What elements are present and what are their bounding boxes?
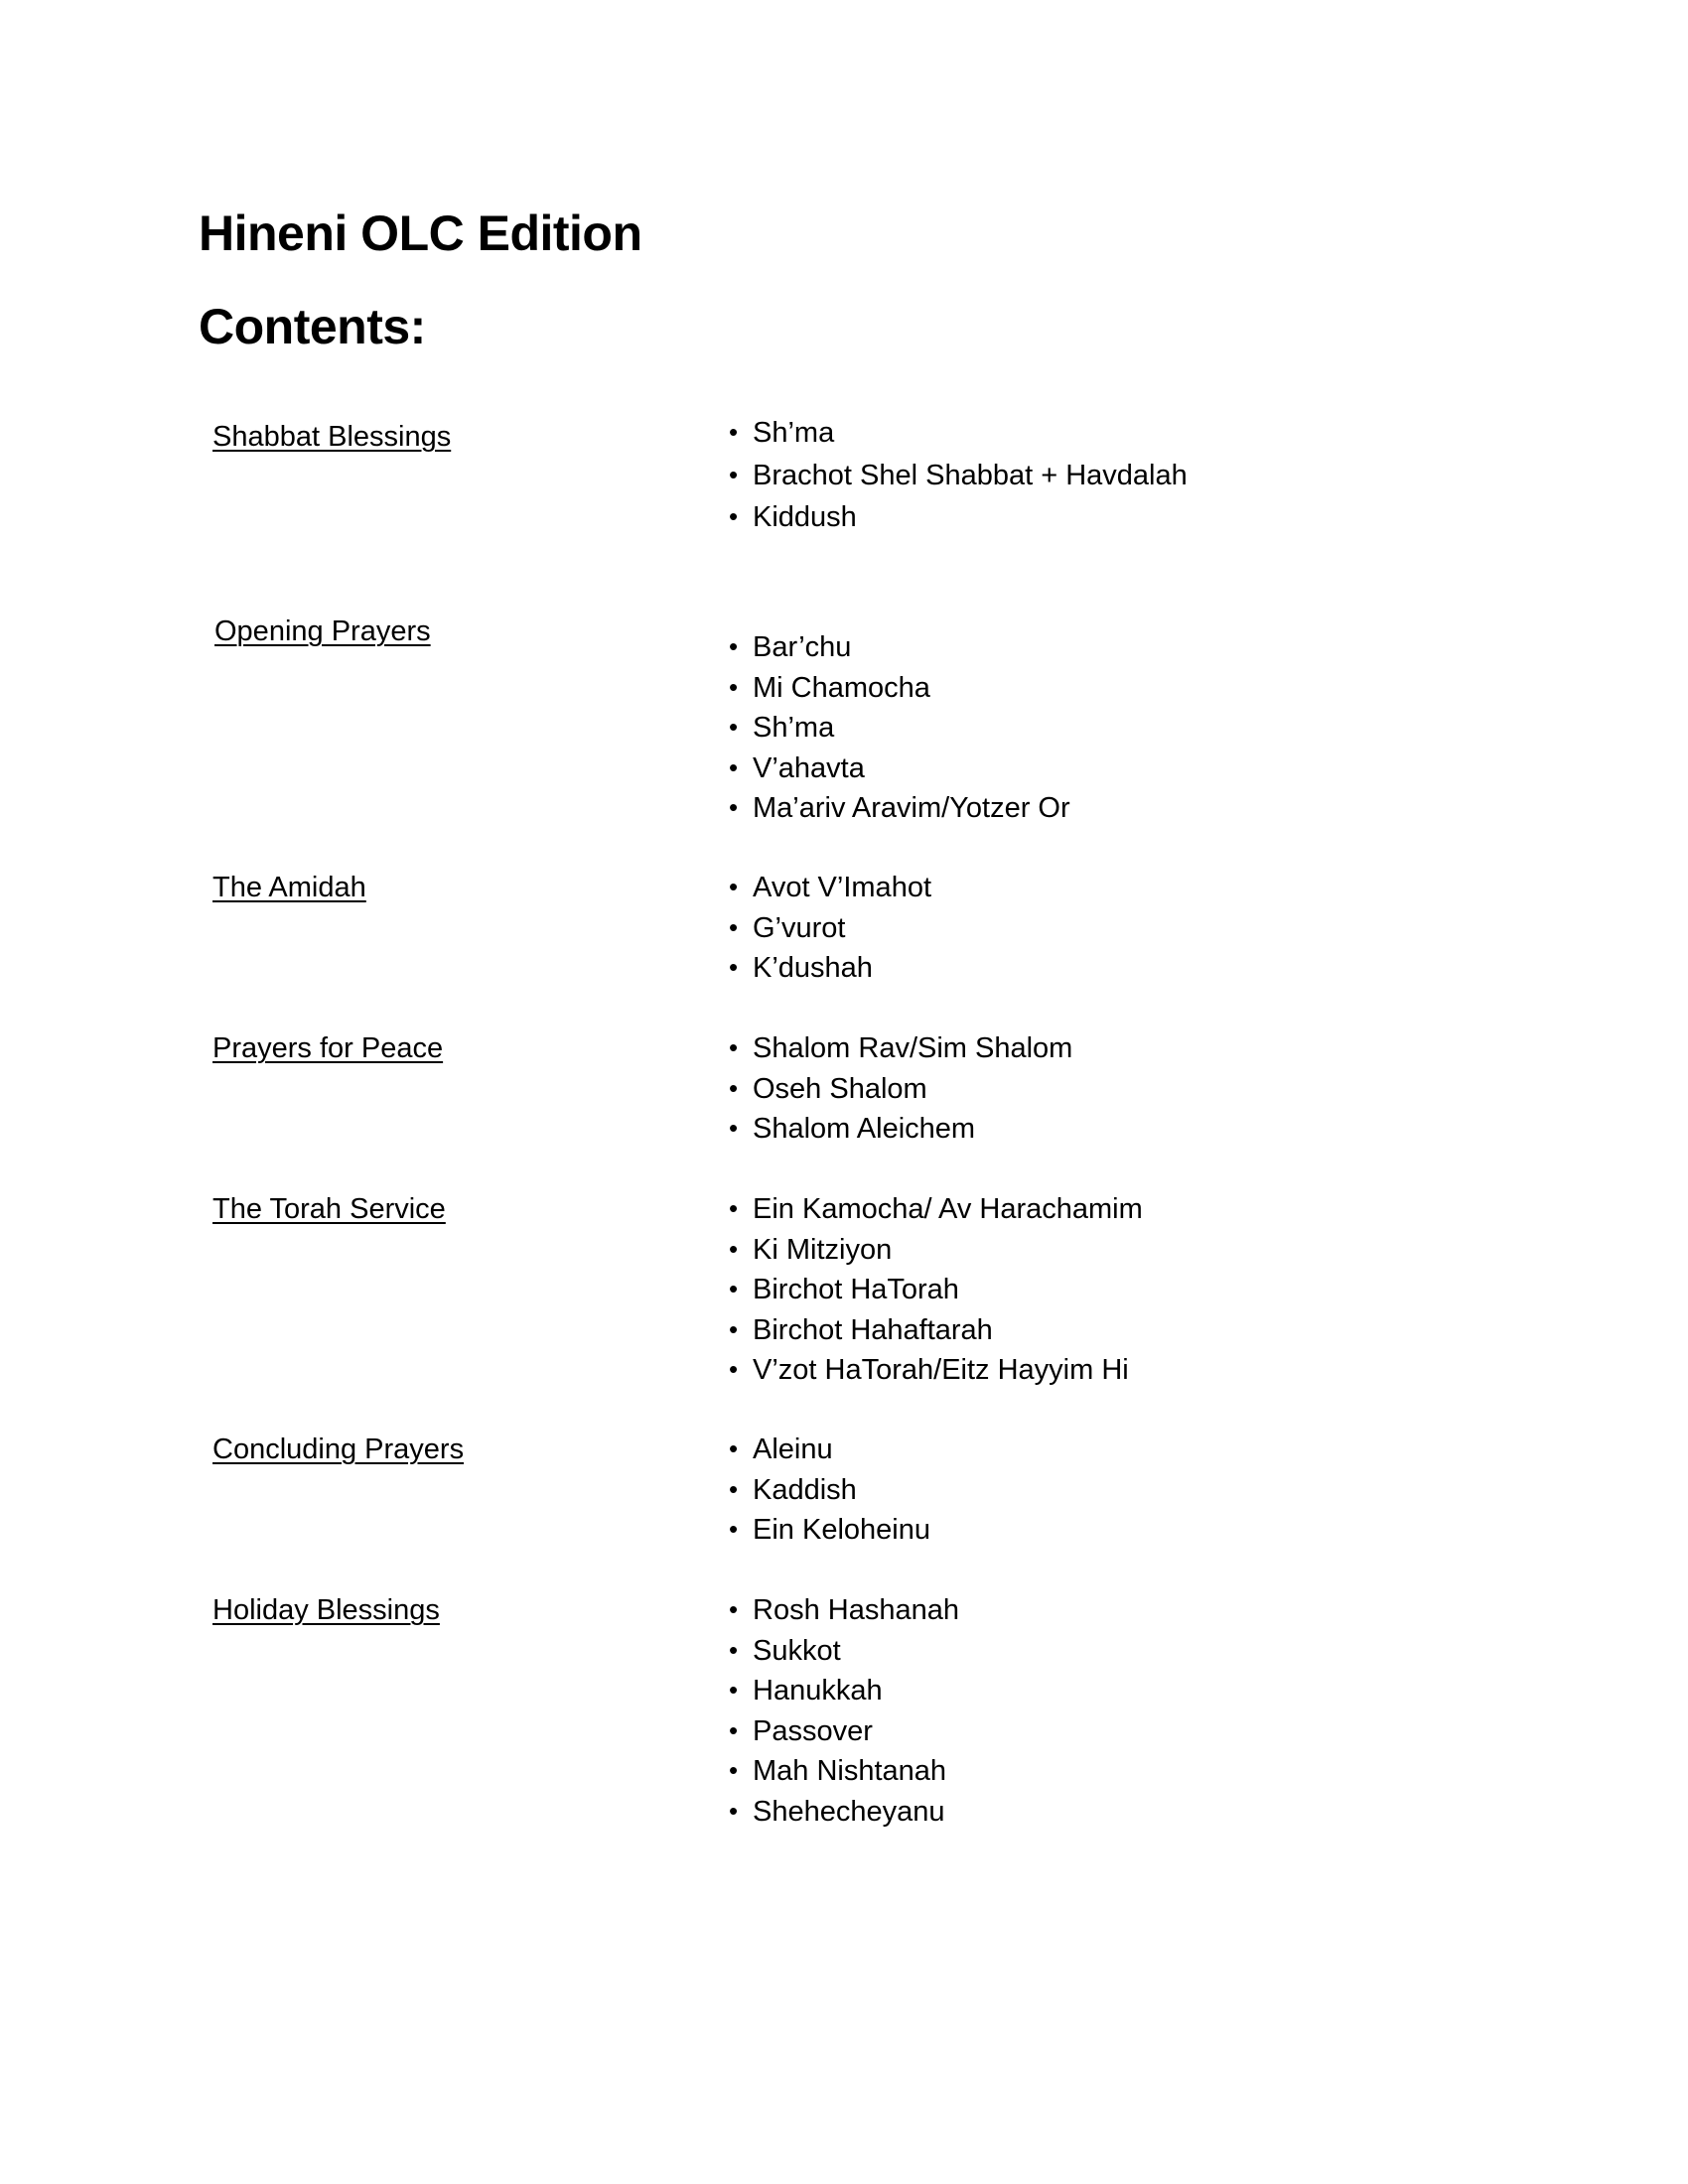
list-item-label: Ki Mitziyon bbox=[753, 1233, 893, 1266]
list-item bbox=[729, 1470, 930, 1511]
bullet: • bbox=[729, 751, 739, 782]
list-item-label: G’vurot bbox=[753, 911, 846, 944]
list-item bbox=[729, 868, 931, 908]
list-item bbox=[729, 749, 1070, 789]
list-item-label: Passover bbox=[753, 1714, 873, 1747]
section-heading-prayers-for-peace: Prayers for Peace bbox=[212, 1032, 444, 1064]
list-item bbox=[729, 1510, 930, 1551]
bullet: • bbox=[729, 872, 739, 901]
list-item bbox=[729, 1430, 930, 1470]
list-item-label: Birchot HaTorah bbox=[753, 1274, 959, 1305]
list-item-label: Shalom Aleichem bbox=[753, 1113, 976, 1145]
bullet: • bbox=[729, 1274, 739, 1303]
list-item bbox=[729, 497, 1188, 540]
list-item bbox=[729, 1751, 959, 1792]
list-item-label: Shalom Rav/Sim Shalom bbox=[753, 1032, 1073, 1064]
section-items-shabbat-blessings bbox=[729, 413, 1188, 540]
list-item-label: V’zot HaTorah/Eitz Hayyim Hi bbox=[753, 1354, 1129, 1386]
list-item-label: Sh’ma bbox=[753, 712, 835, 744]
section-heading-the-torah-service: The Torah Service bbox=[212, 1193, 446, 1225]
section-items-prayers-for-peace bbox=[729, 1028, 1072, 1150]
list-item bbox=[729, 1028, 1072, 1069]
bullet: • bbox=[729, 1514, 739, 1544]
list-item-label: Sh’ma bbox=[753, 417, 835, 449]
bullet: • bbox=[729, 671, 739, 702]
list-item-label: Bar’chu bbox=[753, 631, 852, 663]
list-item-label: K’dushah bbox=[753, 952, 873, 984]
list-item-label: Aleinu bbox=[753, 1433, 833, 1465]
contents-heading: Contents: bbox=[199, 299, 426, 354]
bullet: • bbox=[729, 1795, 739, 1826]
bullet: • bbox=[729, 1714, 739, 1745]
section-items-holiday-blessings bbox=[729, 1590, 959, 1832]
list-item-label: Ma’ariv Aravim/Yotzer Or bbox=[753, 792, 1070, 824]
list-item bbox=[729, 1109, 1072, 1150]
list-item bbox=[729, 1792, 959, 1833]
list-item-label: Shehecheyanu bbox=[753, 1795, 945, 1828]
bullet: • bbox=[729, 1233, 739, 1264]
list-item bbox=[729, 1189, 1143, 1230]
list-item bbox=[729, 1069, 1072, 1110]
section-items-concluding-prayers bbox=[729, 1430, 930, 1551]
list-item bbox=[729, 1711, 959, 1752]
list-item bbox=[729, 627, 1070, 668]
bullet: • bbox=[729, 1354, 739, 1384]
list-item bbox=[729, 708, 1070, 749]
bullet: • bbox=[729, 1113, 739, 1143]
section-heading-concluding-prayers: Concluding Prayers bbox=[212, 1433, 465, 1465]
list-item-label: V’ahavta bbox=[753, 751, 865, 784]
section-heading-opening-prayers: Opening Prayers bbox=[214, 615, 431, 647]
list-item-label: Kiddush bbox=[753, 501, 857, 533]
bullet: • bbox=[729, 501, 739, 531]
bullet: • bbox=[729, 1755, 739, 1785]
section-heading-the-amidah: The Amidah bbox=[212, 872, 366, 903]
list-item bbox=[729, 1230, 1143, 1271]
section-items-the-torah-service bbox=[729, 1189, 1143, 1391]
list-item bbox=[729, 456, 1188, 498]
list-item-label: Brachot Shel Shabbat + Havdalah bbox=[753, 459, 1188, 491]
bullet: • bbox=[729, 952, 739, 982]
bullet: • bbox=[729, 1032, 739, 1062]
list-item bbox=[729, 788, 1070, 829]
list-item-label: Avot V’Imahot bbox=[753, 872, 932, 903]
list-item bbox=[729, 1671, 959, 1711]
bullet: • bbox=[729, 1473, 739, 1504]
list-item-label: Kaddish bbox=[753, 1473, 857, 1506]
bullet: • bbox=[729, 712, 739, 742]
document-title: Hineni OLC Edition bbox=[199, 205, 642, 261]
bullet: • bbox=[729, 1433, 739, 1463]
list-item bbox=[729, 1631, 959, 1672]
list-item-label: Oseh Shalom bbox=[753, 1072, 927, 1105]
bullet: • bbox=[729, 417, 739, 447]
list-item bbox=[729, 948, 931, 989]
list-item bbox=[729, 413, 1188, 456]
section-heading-holiday-blessings: Holiday Blessings bbox=[212, 1594, 440, 1626]
list-item bbox=[729, 1270, 1143, 1310]
list-item bbox=[729, 1590, 959, 1631]
bullet: • bbox=[729, 1193, 739, 1223]
list-item-label: Sukkot bbox=[753, 1634, 841, 1667]
bullet: • bbox=[729, 792, 739, 822]
bullet: • bbox=[729, 1313, 739, 1344]
list-item-label: Mah Nishtanah bbox=[753, 1755, 947, 1787]
list-item bbox=[729, 668, 1070, 709]
list-item bbox=[729, 908, 931, 949]
list-item-label: Hanukkah bbox=[753, 1675, 883, 1706]
list-item bbox=[729, 1310, 1143, 1351]
list-item-label: Ein Kamocha/ Av Harachamim bbox=[753, 1193, 1143, 1225]
section-items-the-amidah bbox=[729, 868, 931, 989]
list-item-label: Ein Keloheinu bbox=[753, 1514, 930, 1546]
bullet: • bbox=[729, 1072, 739, 1103]
list-item-label: Birchot Hahaftarah bbox=[753, 1313, 993, 1346]
section-items-opening-prayers bbox=[729, 627, 1070, 829]
bullet: • bbox=[729, 1594, 739, 1624]
bullet: • bbox=[729, 911, 739, 942]
bullet: • bbox=[729, 631, 739, 661]
list-item bbox=[729, 1350, 1143, 1391]
bullet: • bbox=[729, 1634, 739, 1665]
section-heading-shabbat-blessings: Shabbat Blessings bbox=[212, 421, 452, 453]
list-item-label: Rosh Hashanah bbox=[753, 1594, 959, 1626]
bullet: • bbox=[729, 1675, 739, 1705]
list-item-label: Mi Chamocha bbox=[753, 671, 930, 704]
bullet: • bbox=[729, 459, 739, 489]
